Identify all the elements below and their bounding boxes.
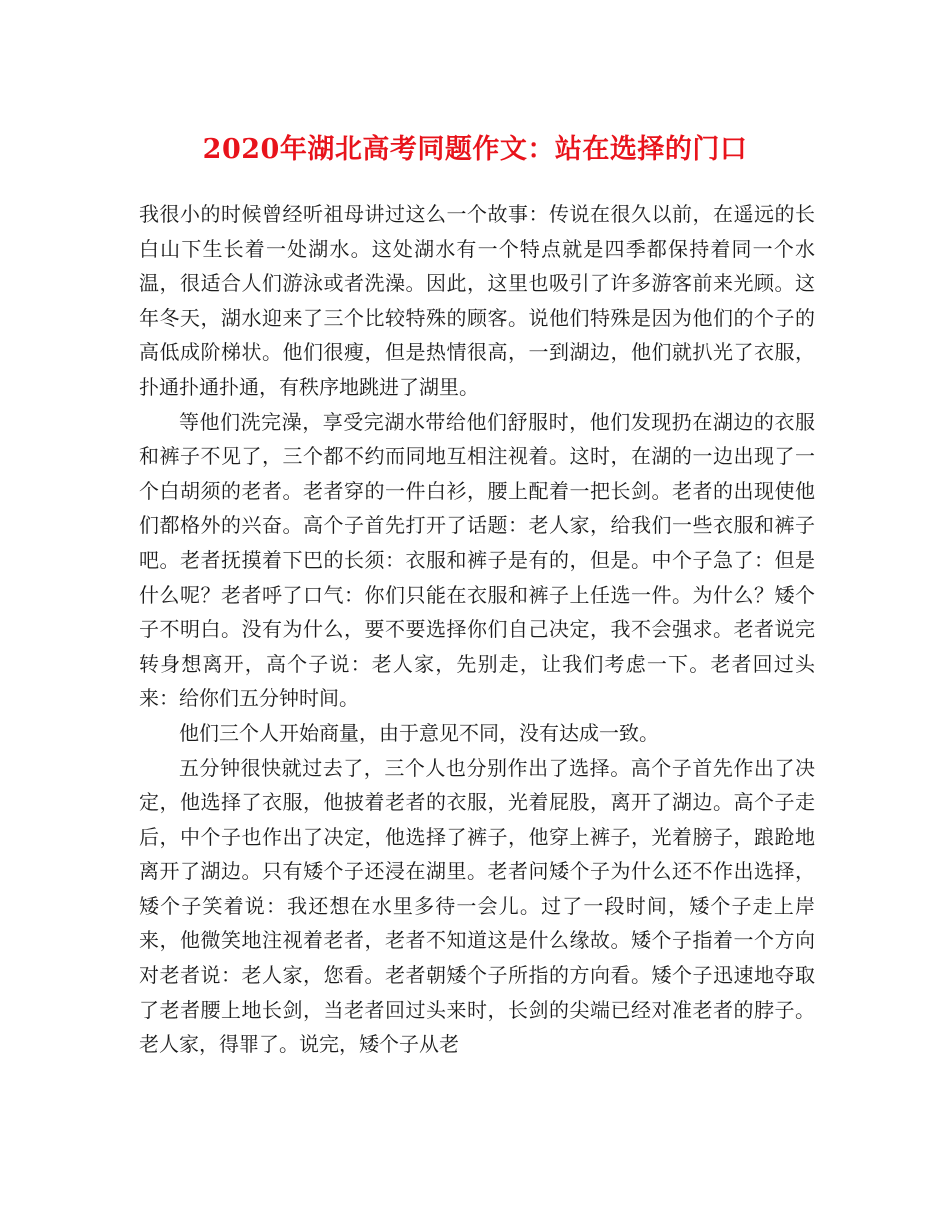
document-body bbox=[139, 197, 815, 1062]
paragraph: 等他们洗完澡，享受完湖水带给他们舒服时，他们发现扔在湖边的衣服和裤子不见了，三个都不约而同地互相注视着。这时，在湖的一边出现了一个白胡须的老者。老者穿的一件白衫，腰上配着一把长剑。老者的出现使他们都格外的兴奋。高个子首先打开了话题：老人家，给我们一些衣服和裤子吧。老者抚摸着下巴的长须：衣服和裤子是有的，但是。中个子急了：但是什么呢？老者呼了口气：你们只能在衣服和裤子上任选一件。为什么？矮个子不明白。没有为什么，要不要选择你们自己决定，我不会强求。老者说完转身想离开，高个子说：老人家，先别走，让我们考虑一下。老者回过头来：给你们五分钟时间。 bbox=[139, 409, 815, 711]
paragraph: 五分钟很快就过去了，三个人也分别作出了选择。高个子首先作出了决定，他选择了衣服，他披着老者的衣服，光着屁股，离开了湖边。高个子走后，中个子也作出了决定，他选择了裤子，他穿上裤子，光着膀子，踉跄地离开了湖边。只有矮个子还浸在湖里。老者问矮个子为什么还不作出选择，矮个子笑着说：我还想在水里多待一会儿。过了一段时间，矮个子走上岸来，他微笑地注视着老者，老者不知道这是什么缘故。矮个子指着一个方向对老者说：老人家，您看。老者朝矮个子所指的方向看。矮个子迅速地夺取了老者腰上地长剑，当老者回过头来时，长剑的尖端已经对准老者的脖子。老人家，得罪了。说完，矮个子从老 bbox=[139, 755, 815, 1057]
paragraph: 他们三个人开始商量，由于意见不同，没有达成一致。 bbox=[179, 720, 659, 745]
paragraph: 我很小的时候曾经听祖母讲过这么一个故事：传说在很久以前，在遥远的长白山下生长着一处湖水。这处湖水有一个特点就是四季都保持着同一个水温，很适合人们游泳或者洗澡。因此，这里也吸引了许多游客前来光顾。这年冬天，湖水迎来了三个比较特殊的顾客。说他们特殊是因为他们的个子的高低成阶梯状。他们很瘦，但是热情很高，一到湖边，他们就扒光了衣服，扑通扑通扑通，有秩序地跳进了湖里。 bbox=[139, 202, 815, 399]
document-title: 2020年湖北高考同题作文：站在选择的门口 bbox=[202, 134, 748, 165]
